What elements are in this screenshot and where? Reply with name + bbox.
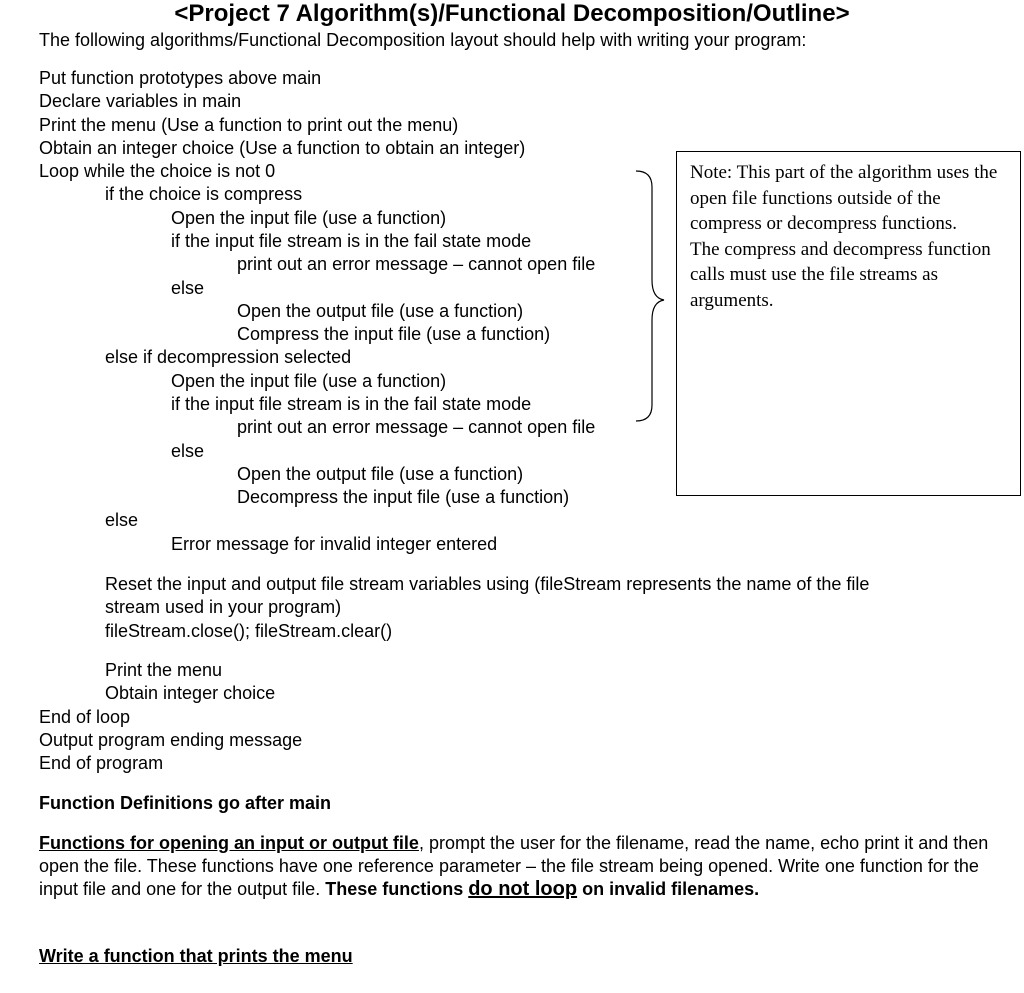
- algorithm-line: End of program: [39, 753, 164, 773]
- algorithm-line: if the choice is compress: [105, 184, 303, 204]
- algorithm-line: Declare variables in main: [39, 91, 242, 111]
- open-file-text: , prompt the user for the filename, read the name, echo print it and then open the file. These functions have one reference parameter – the file stream being opened. Write one function for the input file and one for the output file.: [39, 833, 989, 899]
- algorithm-line: if the input file stream is in the fail state mode: [171, 231, 532, 251]
- algorithm-line: else: [105, 510, 139, 530]
- algorithm-line: stream used in your program): [105, 597, 342, 617]
- algorithm-line: Compress the input file (use a function): [237, 324, 551, 344]
- algorithm-line: else: [171, 441, 205, 461]
- algorithm-line: Obtain integer choice: [105, 683, 276, 703]
- curly-brace-icon: [620, 165, 670, 435]
- algorithm-line: Decompress the input file (use a function): [237, 487, 570, 507]
- algorithm-line: print out an error message – cannot open file: [237, 417, 596, 437]
- algorithm-line: Open the output file (use a function): [237, 301, 524, 321]
- algorithm-line: End of loop: [39, 707, 131, 727]
- algorithm-line: Output program ending message: [39, 730, 303, 750]
- algorithm-line: Reset the input and output file stream variables using (fileStream represents the name of the file: [105, 574, 870, 594]
- note-text-2: The compress and decompress function calls must use the file streams as arguments.: [690, 238, 991, 311]
- open-file-bold-tail: on invalid filenames.: [577, 879, 760, 899]
- algorithm-line: Obtain an integer choice (Use a function to obtain an integer): [39, 138, 526, 158]
- open-file-bold-text: These functions: [325, 879, 469, 899]
- algorithm-line: fileStream.close(); fileStream.clear(): [105, 621, 393, 641]
- note-text: Note: This part of the algorithm uses the open file functions outside of the compress or decompress functions.: [690, 162, 998, 234]
- algorithm-line: else if decompression selected: [105, 347, 352, 367]
- algorithm-line: Loop while the choice is not 0: [39, 161, 276, 181]
- intro-text: The following algorithms/Functional Decomposition layout should help with writing your program:: [39, 30, 807, 50]
- algorithm-line: else: [171, 278, 205, 298]
- open-file-emphasis: do not loop: [468, 878, 578, 900]
- algorithm-line: Error message for invalid integer entered: [171, 534, 498, 554]
- algorithm-line: Print the menu: [105, 660, 223, 680]
- section-heading: Function Definitions go after main: [39, 793, 331, 813]
- algorithm-line: if the input file stream is in the fail state mode: [171, 394, 532, 414]
- algorithm-line: Print the menu (Use a function to print out the menu): [39, 115, 459, 135]
- page-title: <Project 7 Algorithm(s)/Functional Decomposition/Outline>: [174, 0, 850, 27]
- algorithm-line: Open the input file (use a function): [171, 371, 447, 391]
- open-file-heading: Functions for opening an input or output file: [39, 833, 419, 853]
- algorithm-line: Put function prototypes above main: [39, 68, 322, 88]
- algorithm-line: Open the output file (use a function): [237, 464, 524, 484]
- algorithm-line: Open the input file (use a function): [171, 208, 447, 228]
- open-file-paragraph: [39, 832, 1009, 901]
- algorithm-line: print out an error message – cannot open file: [237, 254, 596, 274]
- note-box: [676, 151, 1021, 496]
- print-menu-heading: Write a function that prints the menu: [39, 946, 353, 966]
